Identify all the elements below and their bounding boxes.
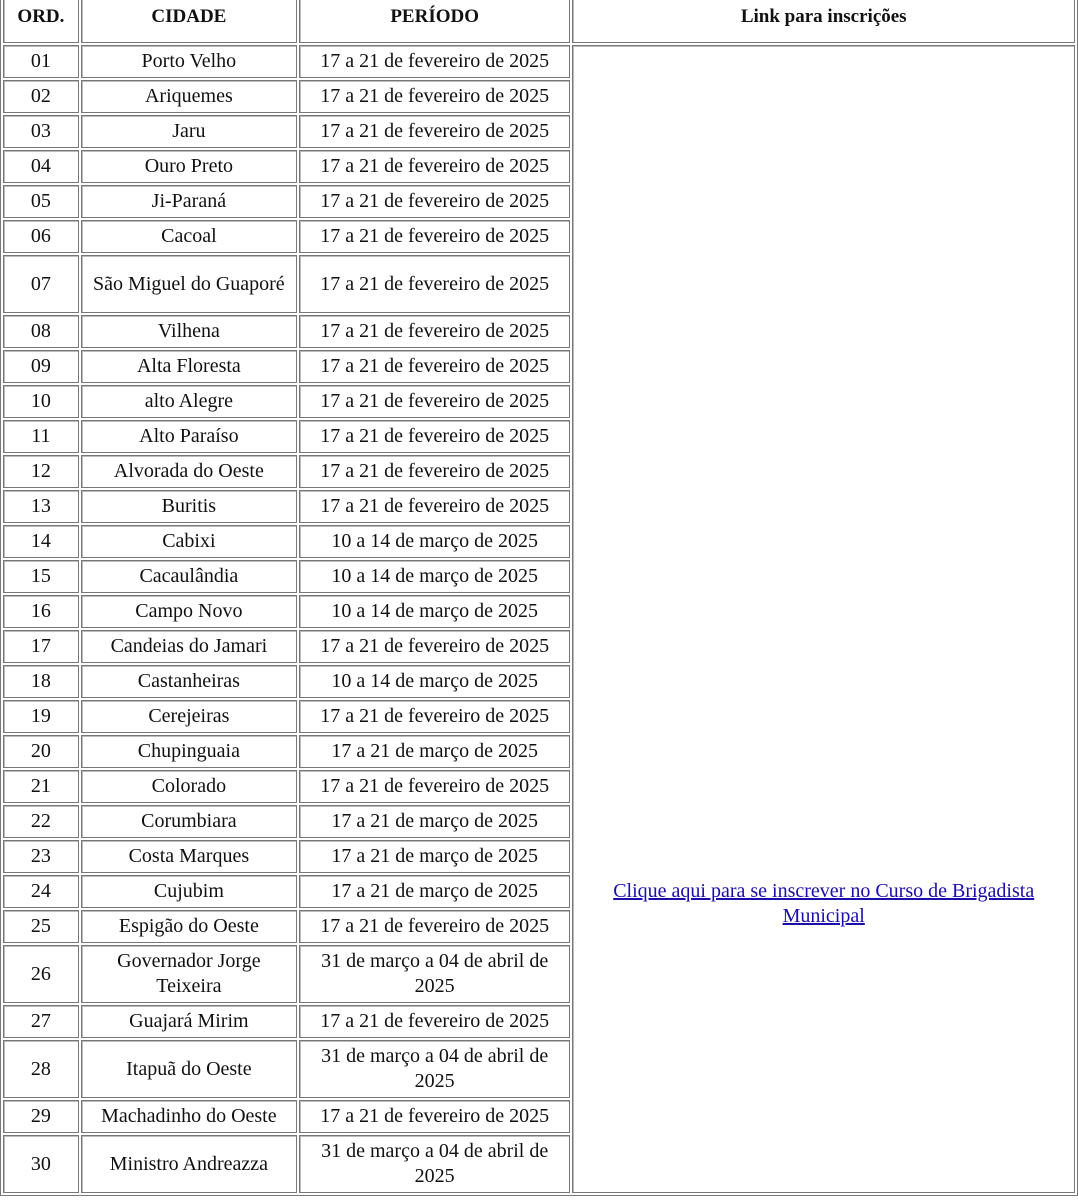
cell-ord: 07 [3, 255, 79, 313]
cell-ord: 17 [3, 630, 79, 663]
cell-cidade: Campo Novo [81, 595, 297, 628]
cell-periodo: 17 a 21 de fevereiro de 2025 [299, 385, 571, 418]
header-ord: ORD. [3, 0, 79, 43]
cell-ord: 23 [3, 840, 79, 873]
cell-cidade: Cacaulândia [81, 560, 297, 593]
cell-cidade: Chupinguaia [81, 735, 297, 768]
cell-cidade: Cerejeiras [81, 700, 297, 733]
cell-ord: 09 [3, 350, 79, 383]
cell-cidade: Alta Floresta [81, 350, 297, 383]
cell-cidade: Jaru [81, 115, 297, 148]
cell-ord: 27 [3, 1005, 79, 1038]
cell-cidade: Ji-Paraná [81, 185, 297, 218]
cell-cidade: Castanheiras [81, 665, 297, 698]
header-link: Link para inscrições [572, 0, 1075, 43]
cell-ord: 11 [3, 420, 79, 453]
cell-periodo: 17 a 21 de fevereiro de 2025 [299, 255, 571, 313]
cell-ord: 02 [3, 80, 79, 113]
cell-periodo: 17 a 21 de fevereiro de 2025 [299, 630, 571, 663]
cell-ord: 01 [3, 45, 79, 78]
cell-ord: 04 [3, 150, 79, 183]
cell-cidade: Candeias do Jamari [81, 630, 297, 663]
cell-ord: 29 [3, 1100, 79, 1133]
cell-cidade: Governador Jorge Teixeira [81, 945, 297, 1003]
cell-cidade: Cabixi [81, 525, 297, 558]
cell-ord: 05 [3, 185, 79, 218]
cell-periodo: 17 a 21 de fevereiro de 2025 [299, 420, 571, 453]
cell-ord: 16 [3, 595, 79, 628]
cell-ord: 22 [3, 805, 79, 838]
cell-cidade: Machadinho do Oeste [81, 1100, 297, 1133]
cell-periodo: 17 a 21 de fevereiro de 2025 [299, 45, 571, 78]
cell-link [572, 45, 1075, 1193]
cell-cidade: São Miguel do Guaporé [81, 255, 297, 313]
header-cidade: CIDADE [81, 0, 297, 43]
header-periodo: PERÍODO [299, 0, 571, 43]
cell-ord: 18 [3, 665, 79, 698]
cell-cidade: Buritis [81, 490, 297, 523]
cell-cidade: alto Alegre [81, 385, 297, 418]
cell-periodo: 17 a 21 de fevereiro de 2025 [299, 1005, 571, 1038]
cell-periodo: 10 a 14 de março de 2025 [299, 560, 571, 593]
cell-cidade: Guajará Mirim [81, 1005, 297, 1038]
cell-ord: 10 [3, 385, 79, 418]
cell-ord: 19 [3, 700, 79, 733]
cell-ord: 14 [3, 525, 79, 558]
cell-periodo: 10 a 14 de março de 2025 [299, 595, 571, 628]
cell-cidade: Espigão do Oeste [81, 910, 297, 943]
cell-periodo: 17 a 21 de fevereiro de 2025 [299, 770, 571, 803]
cell-periodo: 31 de março a 04 de abril de 2025 [299, 1040, 571, 1098]
cell-cidade: Colorado [81, 770, 297, 803]
cell-ord: 06 [3, 220, 79, 253]
cell-cidade: Itapuã do Oeste [81, 1040, 297, 1098]
cell-cidade: Corumbiara [81, 805, 297, 838]
cell-periodo: 17 a 21 de fevereiro de 2025 [299, 1100, 571, 1133]
cell-periodo: 17 a 21 de fevereiro de 2025 [299, 80, 571, 113]
registration-link[interactable]: Clique aqui para se inscrever no Curso de Brigadista Municipal [613, 880, 1035, 927]
cell-periodo: 31 de março a 04 de abril de 2025 [299, 945, 571, 1003]
cell-ord: 25 [3, 910, 79, 943]
header-row [3, 0, 1075, 43]
cell-ord: 28 [3, 1040, 79, 1098]
cell-cidade: Costa Marques [81, 840, 297, 873]
cell-ord: 20 [3, 735, 79, 768]
cell-periodo: 17 a 21 de fevereiro de 2025 [299, 490, 571, 523]
cell-ord: 12 [3, 455, 79, 488]
cell-periodo: 17 a 21 de fevereiro de 2025 [299, 185, 571, 218]
cell-periodo: 10 a 14 de março de 2025 [299, 525, 571, 558]
cell-cidade: Vilhena [81, 315, 297, 348]
cell-periodo: 17 a 21 de fevereiro de 2025 [299, 455, 571, 488]
cell-periodo: 17 a 21 de fevereiro de 2025 [299, 700, 571, 733]
cell-periodo: 17 a 21 de março de 2025 [299, 805, 571, 838]
cell-ord: 08 [3, 315, 79, 348]
cell-periodo: 10 a 14 de março de 2025 [299, 665, 571, 698]
cell-ord: 13 [3, 490, 79, 523]
cell-ord: 21 [3, 770, 79, 803]
cell-cidade: Porto Velho [81, 45, 297, 78]
cell-ord: 26 [3, 945, 79, 1003]
cell-periodo: 17 a 21 de fevereiro de 2025 [299, 220, 571, 253]
cell-cidade: Ministro Andreazza [81, 1135, 297, 1193]
cell-periodo: 17 a 21 de fevereiro de 2025 [299, 315, 571, 348]
cell-periodo: 17 a 21 de março de 2025 [299, 875, 571, 908]
cell-cidade: Alvorada do Oeste [81, 455, 297, 488]
cell-cidade: Ariquemes [81, 80, 297, 113]
cell-cidade: Cujubim [81, 875, 297, 908]
cell-ord: 30 [3, 1135, 79, 1193]
table-body [3, 45, 1075, 1193]
cell-periodo: 31 de março a 04 de abril de 2025 [299, 1135, 571, 1193]
cell-cidade: Alto Paraíso [81, 420, 297, 453]
cell-ord: 24 [3, 875, 79, 908]
cell-ord: 03 [3, 115, 79, 148]
cell-periodo: 17 a 21 de fevereiro de 2025 [299, 150, 571, 183]
cell-periodo: 17 a 21 de março de 2025 [299, 735, 571, 768]
cell-cidade: Ouro Preto [81, 150, 297, 183]
cell-periodo: 17 a 21 de fevereiro de 2025 [299, 910, 571, 943]
cell-cidade: Cacoal [81, 220, 297, 253]
cell-periodo: 17 a 21 de fevereiro de 2025 [299, 115, 571, 148]
cell-periodo: 17 a 21 de fevereiro de 2025 [299, 350, 571, 383]
cell-ord: 15 [3, 560, 79, 593]
table-row [3, 45, 1075, 78]
cell-periodo: 17 a 21 de março de 2025 [299, 840, 571, 873]
